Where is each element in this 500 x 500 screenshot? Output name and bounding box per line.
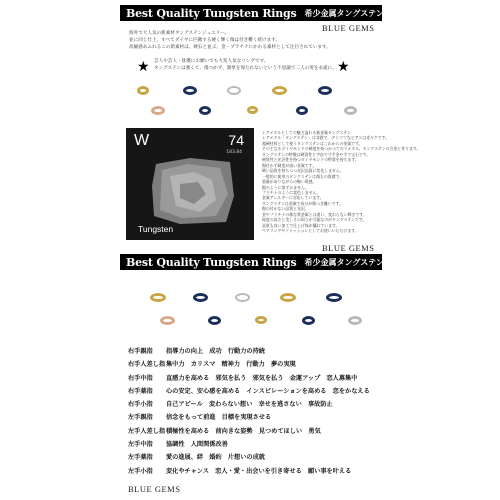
tungsten-element-tile — [126, 128, 254, 240]
ring-image — [280, 293, 296, 302]
description-line: 硬質性と光沢性を持つダイヤモンドの特質を持ちます。 — [262, 157, 359, 163]
finger-meanings-list — [128, 346, 370, 479]
brand-label: BLUE GEMS — [322, 243, 375, 253]
list-item — [128, 452, 370, 465]
description-line: 重量がありながらの軽い質感。 — [262, 179, 317, 185]
star-icon: ★ — [337, 59, 350, 75]
element-symbol: W — [134, 132, 150, 149]
finger-label: 右手親指 — [128, 348, 153, 355]
tungsten-description — [262, 130, 421, 234]
finger-label: 右手薬指 — [128, 387, 153, 395]
description-line: 純度の高さと美しさの両立が可能なのがタングステンです。 — [262, 217, 367, 223]
ring-image — [272, 86, 287, 95]
intro-line: 並に同じ仕上、すべてダイヤに匹敵する硬く輝く傷は付き難く続けます。 — [129, 38, 281, 44]
ring-image — [235, 293, 250, 302]
ring-image — [344, 106, 357, 115]
description-line: 金属アレルギーに対応しています。 — [262, 195, 324, 201]
description-line: レアメタルとしての魅力溢れる新金属タングステン — [262, 130, 351, 135]
list-item — [128, 399, 370, 412]
list-item — [128, 359, 370, 372]
finger-label: 左手小指 — [128, 467, 153, 475]
finger-label: 左手人差し指 — [128, 427, 166, 435]
list-item — [128, 412, 370, 425]
list-item — [128, 346, 370, 359]
description-line: タングステンは金属で成分が傷つき難いです。 — [262, 200, 343, 206]
finger-meaning: 直感力を高める 邪気を払う 邪気を払う 金運アップ 恋人募集中 — [166, 374, 358, 382]
ring-image — [348, 316, 362, 325]
ring-image — [150, 293, 166, 302]
description-line: ペアリングやファッションとしてお使いいただけます。 — [262, 228, 359, 234]
ring-image — [255, 316, 267, 324]
list-item — [128, 439, 370, 452]
bottom-banner — [120, 254, 408, 270]
description-line: 傷の付かない品質と光沢。 — [262, 206, 309, 212]
description-line: 傷付かず硬度が高い金属です。 — [262, 162, 317, 168]
description-line: 金やプラチナの様な貴金属とは違い、変わらない輝きです。 — [262, 211, 367, 217]
list-item — [128, 426, 370, 439]
ring-image — [227, 86, 241, 95]
finger-meaning: 自己アピール 変わらない想い 幸せを逃さない 事故防止 — [166, 401, 333, 409]
finger-label: 左手親指 — [128, 414, 153, 422]
description-line: 銀のように黒ずみません。 — [262, 184, 309, 190]
ring-image — [326, 293, 342, 302]
finger-meaning: 積極性を高める 前向きな姿勢 見つめてほしい 勇気 — [166, 427, 321, 435]
ring-image — [183, 86, 197, 95]
description-line: レアメタル「タングステン」は非鉄で、ダンツツなピアスは光ヤケです。 — [262, 135, 390, 141]
finger-meaning: 変化やチャンス 恋人・愛・出会いを引き寄せる 願い事を叶える — [166, 467, 352, 475]
finger-meaning: 協調性 人間関係改善 — [166, 441, 228, 449]
ring-image — [247, 106, 258, 114]
top-banner — [120, 5, 408, 21]
intro-line: 高級感あふれるこの新素材は、硬石と並ぶ、金・プラチナにかわる素材として注目されています。 — [129, 45, 331, 51]
ring-image — [208, 316, 221, 325]
element-name: Tungsten — [138, 224, 174, 234]
list-item — [128, 386, 370, 399]
finger-meaning: 指導力の向上 成功 行動力の持続 — [166, 348, 265, 355]
intro-text — [129, 30, 379, 52]
star-text — [154, 59, 339, 72]
finger-label: 左手薬指 — [128, 454, 153, 462]
finger-label: 左手中指 — [128, 441, 153, 449]
ring-image — [137, 86, 149, 95]
banner-title-jp: 希少金属タングステンリング — [304, 8, 408, 18]
star-icon: ★ — [137, 59, 150, 75]
finger-meaning: 集中力 カリスマ 精神力 行動力 夢の実現 — [166, 361, 296, 369]
description-line: プラチナのように変色しません。 — [262, 189, 321, 195]
description-line: 超硬材料として使うタングステンはこれからの金属です。 — [262, 140, 363, 146]
element-mass: 183.84 — [226, 150, 242, 155]
description-line: 一般的に使用のタングステンは傷もの質感で、 — [262, 173, 344, 179]
ring-image — [160, 316, 175, 325]
brand-label: BLUE GEMS — [128, 484, 181, 494]
description-line: タングステンの特徴は硬質性と宇宙で寸手金や手で宝石です。 — [262, 151, 371, 157]
ring-image — [318, 86, 332, 95]
element-number: 74 — [228, 132, 244, 148]
intro-line: 海外で大人気の新素材タングステンジュエリー。 — [129, 31, 230, 36]
ring-image — [199, 106, 211, 115]
finger-meaning: 愛の進展、絆 婚約 片想いの成就 — [166, 454, 265, 462]
brand-label: BLUE GEMS — [322, 23, 375, 33]
finger-label: 右手小指 — [128, 401, 153, 409]
finger-meaning: 信念をもって前進 目標を実現させる — [166, 414, 272, 422]
banner-title-en: Best Quality Tungsten Rings — [126, 255, 297, 269]
ring-image — [302, 316, 315, 325]
list-item — [128, 466, 370, 479]
ring-image — [193, 293, 208, 302]
finger-label: 右手人差し指 — [128, 361, 166, 369]
description-line: 硬い品質を持ちつつ光沢品質に変化しません。 — [262, 168, 344, 174]
finger-meaning: 心の安定、安心感を高める インスピレーションを高める 恋をかなえる — [166, 387, 370, 395]
star-line: 芸人や芸人・俳優にお願いでも大変人気なリングです。 — [154, 59, 269, 64]
ring-image — [296, 106, 308, 115]
tungsten-rock-image — [150, 156, 236, 226]
banner-title-jp: 希少金属タングステンリング — [304, 257, 408, 267]
description-line: その主なるダイヤモンドの硬度を持つかつてのリメタル。タングステンの合金と作ります。 — [262, 146, 421, 152]
ring-image — [151, 106, 165, 115]
star-line: タングステンは強くて、傷つかず、簡単を保たれないという不思議で二人の愛を永遠に。 — [154, 65, 337, 71]
banner-title-en: Best Quality Tungsten Rings — [126, 6, 297, 20]
finger-label: 右手中指 — [128, 374, 153, 382]
description-line: 品質も良い加工で仕上げ体が優れています。 — [262, 222, 340, 228]
list-item — [128, 373, 370, 386]
